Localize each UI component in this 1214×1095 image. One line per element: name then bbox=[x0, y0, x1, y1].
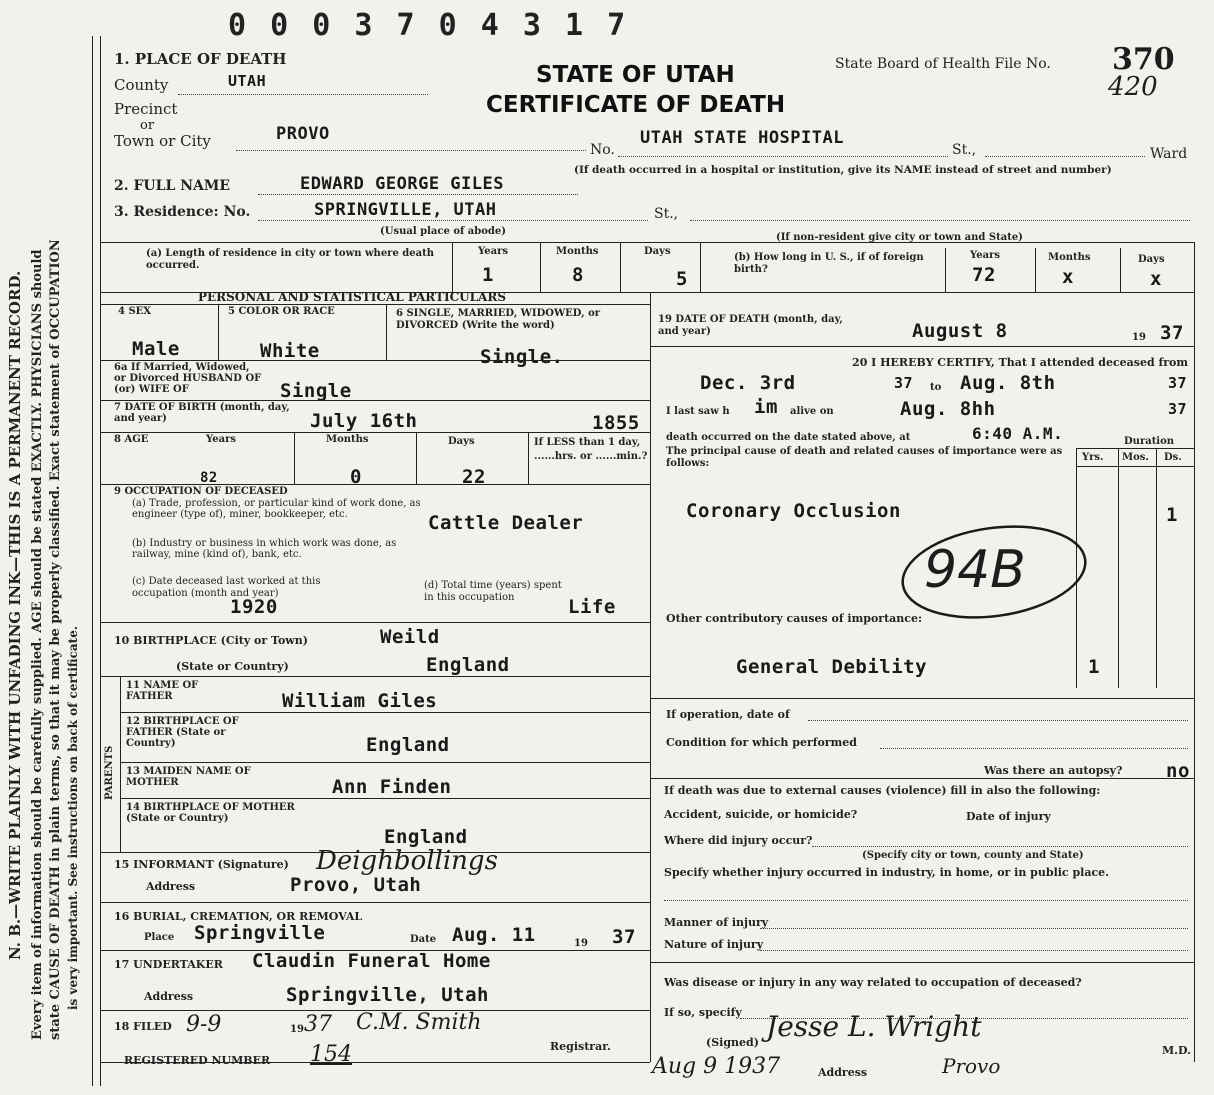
specify-city-note: (Specify city or town, county and State) bbox=[862, 850, 1084, 861]
burial-label: 16 BURIAL, CREMATION, OR REMOVAL bbox=[114, 910, 363, 923]
undertaker-address: Springville, Utah bbox=[286, 984, 489, 1006]
occupation-c-value: 1920 bbox=[230, 596, 278, 618]
marital-label: 6 SINGLE, MARRIED, WIDOWED, or DIVORCED (Write the word) bbox=[396, 308, 601, 331]
occurred-label: death occurred on the date stated above, at bbox=[666, 432, 911, 443]
residence-st-label: St., bbox=[654, 206, 679, 222]
age-years-header: Years bbox=[206, 434, 237, 445]
mother-birthplace: England bbox=[384, 826, 468, 848]
autopsy-label: Was there an autopsy? bbox=[984, 764, 1123, 777]
burial-place-label: Place bbox=[144, 932, 175, 943]
dob-year: 1855 bbox=[592, 412, 640, 434]
file-number-2: 420 bbox=[1108, 72, 1158, 102]
ward-label: Ward bbox=[1150, 146, 1188, 162]
residence-line bbox=[258, 220, 648, 221]
column-divider bbox=[650, 292, 651, 1062]
precinct-label: Precinct bbox=[114, 100, 178, 118]
attended-to-year: 37 bbox=[1168, 374, 1188, 392]
last-saw-year: 37 bbox=[1168, 400, 1188, 418]
occupation-heading: 9 OCCUPATION OF DECEASED bbox=[114, 486, 288, 497]
color-value: White bbox=[260, 340, 320, 362]
age-days-header: Days bbox=[448, 436, 475, 447]
dod-year-prefix: 19 bbox=[1132, 332, 1146, 343]
attended-to-label: to bbox=[930, 382, 942, 393]
duration-label: Duration bbox=[1124, 436, 1175, 447]
burial-year-prefix: 19 bbox=[574, 938, 588, 949]
occupation-value: Cattle Dealer bbox=[428, 512, 584, 534]
contributory-cause: General Debility bbox=[736, 656, 928, 678]
county-line bbox=[178, 94, 428, 95]
occupation-a-label: (a) Trade, profession, or particular kind of work done, as engineer (type of), miner, bookkeeper, etc. bbox=[132, 498, 421, 520]
document-subtitle: CERTIFICATE OF DEATH bbox=[486, 92, 786, 118]
sex-value: Male bbox=[132, 338, 180, 360]
usual-note: (Usual place of abode) bbox=[380, 226, 506, 237]
left-border bbox=[92, 36, 93, 1086]
residence-years: 1 bbox=[482, 264, 494, 286]
marital-value: Single. bbox=[480, 346, 564, 368]
dod-value: August 8 bbox=[912, 320, 1008, 342]
age-label: 8 AGE bbox=[114, 434, 149, 445]
last-saw-value: im bbox=[754, 396, 778, 418]
residence-box-top bbox=[100, 242, 1194, 243]
primary-cause-days: 1 bbox=[1166, 504, 1178, 526]
manner-label: Manner of injury bbox=[664, 916, 769, 929]
filed-year-prefix: 19 bbox=[290, 1024, 304, 1035]
registrar-signature: C.M. Smith bbox=[356, 1010, 482, 1035]
attended-from: Dec. 3rd bbox=[700, 372, 796, 394]
us-months-header: Months bbox=[1048, 252, 1091, 263]
dob-value: July 16th bbox=[310, 410, 418, 432]
injury-date-label: Date of injury bbox=[966, 810, 1051, 823]
physician-signature: Jesse L. Wright bbox=[766, 1010, 982, 1043]
attended-from-year: 37 bbox=[894, 374, 914, 392]
specify-industry-label: Specify whether injury occurred in industry, in home, or in public place. bbox=[664, 866, 1109, 879]
county-label: County bbox=[114, 76, 169, 94]
institution-line bbox=[618, 156, 948, 157]
file-number-label: State Board of Health File No. bbox=[835, 56, 1051, 72]
institution-note: (If death occurred in a hospital or institution, give its NAME instead of street and number) bbox=[574, 164, 1112, 176]
occupation-related-label: Was disease or injury in any way related to occupation of deceased? bbox=[664, 976, 1082, 989]
informant-address: Provo, Utah bbox=[290, 874, 422, 896]
bottom-border bbox=[100, 1062, 650, 1063]
occupation-b-label: (b) Industry or business in which work was done, as railway, mine (kind of), bank, etc. bbox=[132, 538, 397, 560]
filed-year: 37 bbox=[304, 1012, 332, 1037]
accident-label: Accident, suicide, or homicide? bbox=[664, 808, 858, 821]
burial-date: Aug. 11 bbox=[452, 924, 536, 946]
inner-left-border bbox=[100, 36, 101, 1086]
condition-label: Condition for which performed bbox=[666, 736, 857, 749]
personal-heading: PERSONAL AND STATISTICAL PARTICULARS bbox=[198, 290, 507, 304]
full-name-label: 2. FULL NAME bbox=[114, 178, 231, 194]
full-name-value: EDWARD GEORGE GILES bbox=[300, 174, 504, 194]
father-value: William Giles bbox=[282, 690, 438, 712]
registered-number-label: REGISTERED NUMBER bbox=[124, 1054, 271, 1067]
yrs-header: Yrs. bbox=[1082, 452, 1104, 463]
us-days-header: Days bbox=[1138, 254, 1165, 265]
age-years: 82 bbox=[200, 470, 218, 486]
undertaker-label: 17 UNDERTAKER bbox=[114, 958, 223, 971]
informant-label: 15 INFORMANT (Signature) bbox=[114, 858, 289, 871]
us-years-header: Years bbox=[970, 250, 1001, 261]
parents-label: PARENTS bbox=[104, 745, 115, 800]
father-birthplace: England bbox=[366, 734, 450, 756]
cause-label: The principal cause of death and related causes of importance were as follows: bbox=[666, 446, 1063, 469]
margin-instruction-1: N. B.—WRITE PLAINLY WITH UNFADING INK—THIS IS A PERMANENT RECORD. bbox=[6, 270, 24, 960]
signed-label: (Signed) bbox=[706, 1036, 759, 1049]
margin-instruction-4: is very important. See instructions on back of certificate. bbox=[66, 625, 80, 1010]
right-border bbox=[1194, 292, 1195, 1062]
autopsy-value: no bbox=[1166, 760, 1190, 782]
years-header: Years bbox=[478, 246, 509, 257]
husband-label: 6a If Married, Widowed, or Divorced HUSBAND OF (or) WIFE OF bbox=[114, 362, 262, 395]
residence-days: 5 bbox=[676, 268, 688, 290]
file-number: 370 bbox=[1112, 42, 1175, 77]
burial-place: Springville bbox=[194, 922, 326, 944]
state-country-label: (State or Country) bbox=[176, 660, 289, 673]
residence-value: SPRINGVILLE, UTAH bbox=[314, 200, 497, 220]
undertaker-address-label: Address bbox=[144, 990, 194, 1003]
father-label: 11 NAME OF FATHER bbox=[126, 680, 199, 702]
st-line bbox=[985, 156, 1145, 157]
registrar-label: Registrar. bbox=[550, 1040, 611, 1053]
margin-instruction-2: Every item of information should be carefully supplied. AGE should be stated EXACTLY. PHYSICIANS should bbox=[30, 249, 45, 1040]
burial-date-label: Date bbox=[410, 934, 437, 945]
full-name-line bbox=[258, 194, 578, 195]
last-saw-date: Aug. 8hh bbox=[900, 398, 996, 420]
undertaker-value: Claudin Funeral Home bbox=[252, 950, 491, 972]
days-header: Days bbox=[644, 246, 671, 257]
no-label: No. bbox=[590, 142, 615, 158]
us-label: (b) How long in U. S., if of foreign birth? bbox=[734, 252, 924, 275]
where-injury-label: Where did injury occur? bbox=[664, 834, 813, 847]
primary-cause: Coronary Occlusion bbox=[686, 500, 901, 522]
occupation-d-value: Life bbox=[568, 596, 616, 618]
burial-year: 37 bbox=[612, 926, 636, 948]
color-label: 5 COLOR OR RACE bbox=[228, 306, 335, 317]
physician-address: Provo bbox=[942, 1054, 1001, 1078]
cause-code: 94B bbox=[924, 540, 1026, 600]
age-less-label: If LESS than 1 day, ......hrs. or ......min.? bbox=[534, 437, 648, 462]
or-label: or bbox=[140, 118, 155, 133]
age-months-header: Months bbox=[326, 434, 369, 445]
dob-label: 7 DATE OF BIRTH (month, day, and year) bbox=[114, 402, 290, 424]
serial-number: 0 0 0 3 7 0 4 3 1 7 bbox=[228, 8, 629, 43]
occupation-c-label: (c) Date deceased last worked at this occupation (month and year) bbox=[132, 576, 321, 599]
alive-label: alive on bbox=[790, 406, 834, 417]
father-birthplace-label: 12 BIRTHPLACE OF FATHER (State or Country) bbox=[126, 716, 239, 749]
st-label: St., bbox=[952, 142, 977, 158]
sex-label: 4 SEX bbox=[118, 306, 152, 317]
mother-birthplace-label: 14 BIRTHPLACE OF MOTHER (State or Country) bbox=[126, 802, 295, 824]
attended-to: Aug. 8th bbox=[960, 372, 1056, 394]
institution-value: UTAH STATE HOSPITAL bbox=[640, 128, 844, 148]
mother-label: 13 MAIDEN NAME OF MOTHER bbox=[126, 766, 251, 788]
town-line bbox=[236, 150, 586, 151]
us-months: x bbox=[1062, 266, 1074, 288]
husband-value: Single bbox=[280, 380, 352, 402]
signed-date: Aug 9 1937 bbox=[652, 1054, 781, 1079]
age-months: 0 bbox=[350, 466, 362, 488]
operation-label: If operation, date of bbox=[666, 708, 790, 721]
physician-address-label: Address bbox=[818, 1066, 868, 1079]
residence-st-line bbox=[690, 220, 1190, 221]
us-years: 72 bbox=[972, 264, 996, 286]
birthplace-label: 10 BIRTHPLACE (City or Town) bbox=[114, 634, 308, 647]
length-label: (a) Length of residence in city or town where death occurred. bbox=[146, 248, 435, 271]
town-value: PROVO bbox=[276, 124, 330, 144]
birthplace-country: England bbox=[426, 654, 510, 676]
residence-months: 8 bbox=[572, 264, 584, 286]
filed-label: 18 FILED bbox=[114, 1020, 172, 1033]
last-saw-label: I last saw h bbox=[666, 406, 730, 417]
birthplace-city: Weild bbox=[380, 626, 440, 648]
if-so-label: If so, specify bbox=[664, 1006, 742, 1019]
md-label: M.D. bbox=[1162, 1044, 1191, 1057]
dod-label: 19 DATE OF DEATH (month, day, and year) bbox=[658, 314, 843, 337]
ds-header: Ds. bbox=[1164, 452, 1182, 463]
certify-text: 20 I HEREBY CERTIFY, That I attended deceased from bbox=[852, 356, 1188, 369]
residence-label: 3. Residence: No. bbox=[114, 204, 251, 220]
nonres-note: (If non-resident give city or town and State) bbox=[776, 232, 1023, 243]
dod-year: 37 bbox=[1160, 322, 1184, 344]
town-label: Town or City bbox=[114, 132, 211, 150]
informant-address-label: Address bbox=[146, 880, 196, 893]
informant-signature: Deighbollings bbox=[316, 846, 498, 876]
mos-header: Mos. bbox=[1122, 452, 1149, 463]
mother-value: Ann Finden bbox=[332, 776, 452, 798]
registered-number: 154 bbox=[310, 1042, 352, 1067]
age-days: 22 bbox=[462, 466, 486, 488]
nature-label: Nature of injury bbox=[664, 938, 764, 951]
place-heading: 1. PLACE OF DEATH bbox=[114, 50, 287, 68]
occupation-d-label: (d) Total time (years) spent in this occupation bbox=[424, 580, 562, 603]
other-causes-label: Other contributory causes of importance: bbox=[666, 612, 923, 625]
county-value: UTAH bbox=[228, 72, 267, 90]
months-header: Months bbox=[556, 246, 599, 257]
external-causes-label: If death was due to external causes (violence) fill in also the following: bbox=[664, 784, 1101, 797]
document-title: STATE OF UTAH bbox=[536, 62, 735, 88]
time-of-death: 6:40 A.M. bbox=[972, 424, 1064, 443]
contributory-cause-years: 1 bbox=[1088, 656, 1100, 678]
us-days: x bbox=[1150, 268, 1162, 290]
margin-instruction-3: state CAUSE OF DEATH in plain terms, so that it may be properly classified. Exact statement of OCCUPATION bbox=[48, 239, 63, 1040]
filed-date: 9-9 bbox=[186, 1012, 222, 1037]
